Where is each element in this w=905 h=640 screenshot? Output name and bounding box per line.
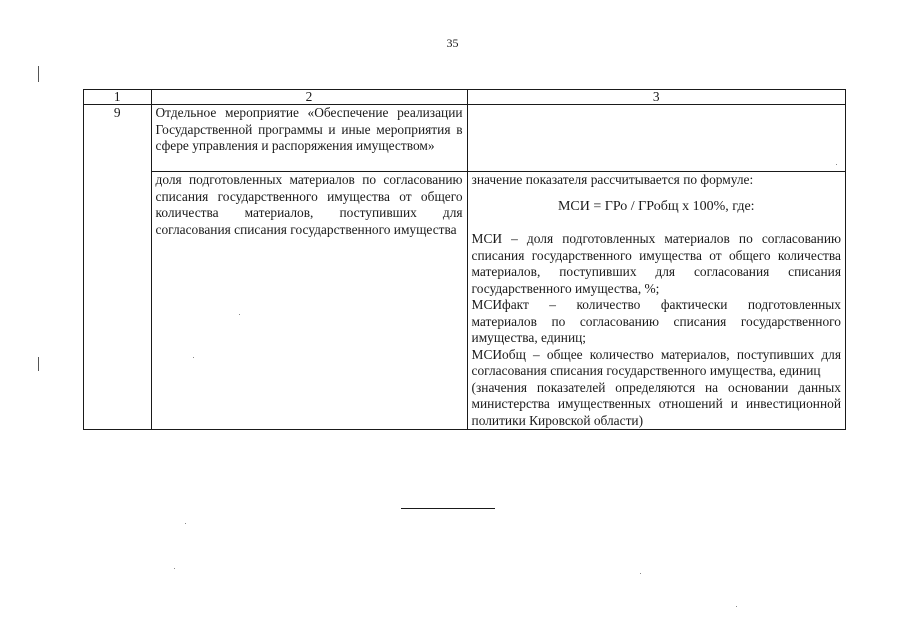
scan-speck: [185, 523, 186, 524]
scan-speck: [736, 606, 737, 607]
scan-mark: [38, 66, 39, 82]
definition-msi-fact: МСИфакт – количество фактически подготовленных материалов по согласованию списания государственного имущества, единиц;: [471, 297, 841, 345]
table-row: [84, 172, 846, 430]
scan-mark: [38, 357, 39, 371]
scan-speck: [640, 573, 641, 574]
definition-msi-total: МСИобщ – общее количество материалов, поступивших для согласования списания государственного имущества, единиц: [471, 346, 841, 378]
definition-msi: МСИ – доля подготовленных материалов по согласованию списания государственного имущества от общего количества материалов, поступивших для согласования списания государственного имущества, %;: [471, 231, 841, 296]
page-number: 35: [446, 36, 459, 50]
event-name: Отдельное мероприятие «Обеспечение реализации Государственной программы и иные мероприятия в сфере управления и распоряжения имуществом»: [155, 105, 463, 153]
indicator-name: доля подготовленных материалов по согласованию списания государственного имущества от общего количества материалов, поступивших для согласования списания государственного имущества: [155, 172, 463, 237]
header-col-2: 2: [151, 90, 467, 105]
scan-speck: [174, 568, 175, 569]
table-row: [84, 105, 846, 172]
end-separator-line: [401, 508, 495, 509]
indicator-table: [83, 89, 846, 430]
header-col-3: 3: [467, 90, 845, 105]
event-formula-cell: [467, 105, 845, 172]
indicator-name-cell: [151, 172, 467, 430]
calculation-cell: [467, 172, 845, 430]
formula-intro: значение показателя рассчитывается по формуле:: [471, 172, 754, 187]
data-source-note: (значения показателей определяются на основании данных министерства имущественных отношений и инвестиционной политики Кировской области): [471, 379, 841, 428]
header-col-1: 1: [84, 90, 152, 105]
row-number: 9: [84, 105, 152, 430]
formula: МСИ = ГРо / ГРобщ х 100%, где:: [557, 198, 755, 214]
event-name-cell: [151, 105, 467, 172]
table-header-row: [84, 90, 846, 105]
